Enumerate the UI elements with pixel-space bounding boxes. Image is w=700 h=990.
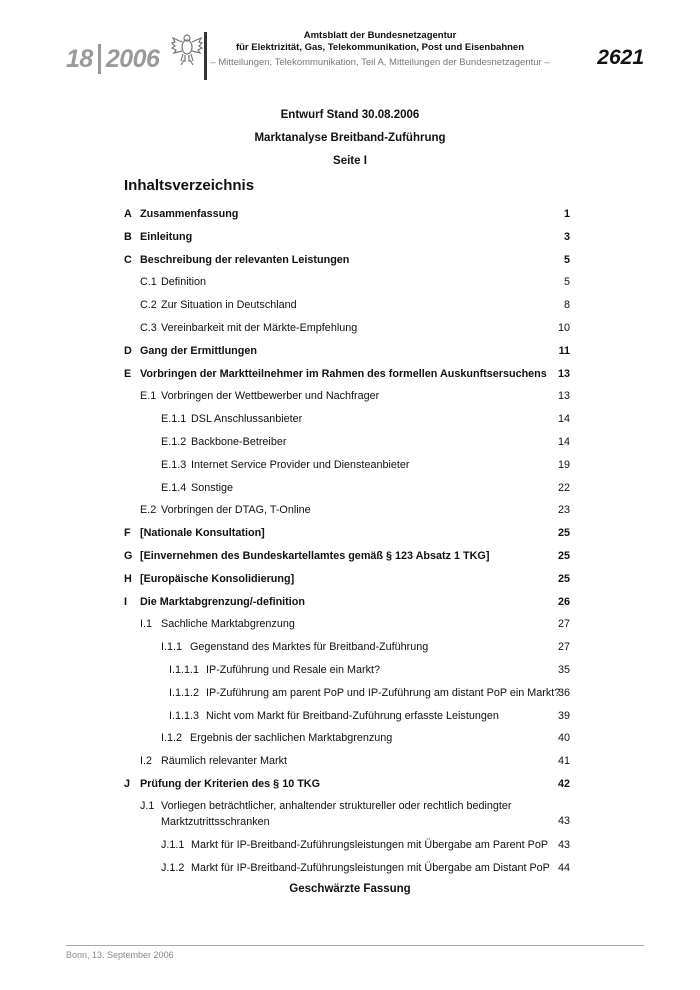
toc-label: H xyxy=(124,572,132,585)
toc-text: Zur Situation in Deutschland xyxy=(161,299,297,312)
toc-page: 5 xyxy=(563,276,570,289)
toc-entry[interactable] xyxy=(124,773,572,796)
toc-text: Markt für IP-Breitband-Zuführungsleistungen mit Übergabe am Distant PoP xyxy=(191,861,550,874)
toc-page: 27 xyxy=(557,618,570,631)
toc-entry[interactable] xyxy=(124,545,572,568)
toc-label: I.1.1.2 xyxy=(169,686,200,699)
toc-label: C.2 xyxy=(140,299,157,312)
document-heading xyxy=(0,104,700,173)
toc-text-continued: Marktzutrittsschranken xyxy=(161,815,270,828)
toc-page: 42 xyxy=(557,777,570,790)
toc-text: Vorliegen beträchtlicher, anhaltender struktureller oder rechtlich bedingter xyxy=(161,799,512,812)
toc-label: I xyxy=(124,595,127,608)
toc-label: C.1 xyxy=(140,276,157,289)
toc-title: Inhaltsverzeichnis xyxy=(124,177,255,194)
toc-text: Sachliche Marktabgrenzung xyxy=(161,618,295,631)
toc-text: [Einvernehmen des Bundeskartellamtes gemäß § 123 Absatz 1 TKG] xyxy=(140,549,490,562)
toc-entry[interactable] xyxy=(124,613,572,636)
toc-label: J.1 xyxy=(140,799,155,812)
toc-text: Prüfung der Kriterien des § 10 TKG xyxy=(140,777,320,790)
toc-text: Beschreibung der relevanten Leistungen xyxy=(140,253,350,266)
toc-label: E.1.3 xyxy=(161,458,187,471)
toc-label: G xyxy=(124,549,133,562)
toc-page: 10 xyxy=(557,321,570,334)
toc-text: Internet Service Provider und Diensteanbieter xyxy=(191,458,410,471)
toc-text: Markt für IP-Breitband-Zuführungsleistungen mit Übergabe am Parent PoP xyxy=(191,838,549,851)
toc-label: D xyxy=(124,344,132,357)
footer-date: Bonn, 13. September 2006 xyxy=(66,950,174,960)
document-title: Marktanalyse Breitband-Zuführung xyxy=(254,132,446,144)
toc-entry[interactable] xyxy=(124,294,572,317)
toc-entry[interactable] xyxy=(124,705,572,728)
toc-label: J xyxy=(124,777,131,790)
toc-entry[interactable] xyxy=(124,454,572,477)
toc-page: 41 xyxy=(557,755,570,768)
toc-label: B xyxy=(124,230,132,243)
toc-label: E.2 xyxy=(140,504,157,517)
toc-label: I.1.1.3 xyxy=(169,709,200,722)
toc-entry[interactable] xyxy=(124,340,572,363)
issue-no: 18 xyxy=(66,44,93,73)
toc-entry[interactable] xyxy=(124,727,572,750)
toc-text: Vereinbarkeit mit der Märkte-Empfehlung xyxy=(161,321,358,334)
toc-entry[interactable] xyxy=(124,431,572,454)
toc-text: [Europäische Konsolidierung] xyxy=(140,572,295,585)
gazette-title: Amtsblatt der Bundesnetzagentur xyxy=(303,30,457,41)
toc-entry[interactable] xyxy=(124,317,572,340)
toc-text: Ergebnis der sachlichen Marktabgrenzung xyxy=(190,732,393,745)
gazette-subtitle: für Elektrizität, Gas, Telekommunikation, Post und Eisenbahnen xyxy=(235,42,525,53)
toc-text: Definition xyxy=(161,276,207,289)
toc-page: 11 xyxy=(558,344,570,357)
toc-label: A xyxy=(124,208,132,220)
toc-label: I.1.2 xyxy=(161,732,183,745)
toc-text: [Nationale Konsultation] xyxy=(140,527,265,540)
toc-text: Vorbringen der DTAG, T-Online xyxy=(161,504,311,517)
toc-page: 43 xyxy=(557,838,570,851)
toc-entry[interactable] xyxy=(124,834,572,857)
toc-text: Einleitung xyxy=(140,230,193,243)
toc-page: 26 xyxy=(557,595,570,608)
toc-page: 39 xyxy=(557,709,570,722)
toc-label: I.1.1.1 xyxy=(169,663,200,676)
toc-text: Räumlich relevanter Markt xyxy=(161,755,288,768)
toc-text: Vorbringen der Marktteilnehmer im Rahmen des formellen Auskunftsersuchens xyxy=(140,367,547,380)
toc-page: 13 xyxy=(557,367,570,380)
toc-page: 27 xyxy=(557,641,570,654)
toc-entry[interactable] xyxy=(124,477,572,500)
draft-status: Entwurf Stand 30.08.2006 xyxy=(280,109,420,121)
header-divider xyxy=(204,32,207,80)
toc-page: 14 xyxy=(557,435,570,448)
toc-entry[interactable] xyxy=(124,682,572,705)
toc-label: F xyxy=(124,527,131,540)
toc-page: 13 xyxy=(557,390,570,403)
toc-label: J.1.1 xyxy=(161,838,185,851)
toc-entry[interactable] xyxy=(124,271,572,294)
page-number: 2621 xyxy=(597,46,644,69)
toc-entry[interactable] xyxy=(124,249,572,272)
issue-number xyxy=(66,44,159,74)
issue-divider xyxy=(98,44,101,74)
toc-entry[interactable] xyxy=(124,659,572,682)
toc-label: I.1.1 xyxy=(161,641,183,654)
toc-label: I.2 xyxy=(140,755,153,768)
toc-page: 25 xyxy=(557,572,570,585)
toc-text: Zusammenfassung xyxy=(140,208,239,220)
toc-page: 19 xyxy=(557,458,570,471)
toc-text: Sonstige xyxy=(191,481,234,494)
toc-text: Vorbringen der Wettbewerber und Nachfrager xyxy=(161,390,380,403)
toc-entry[interactable] xyxy=(124,591,572,614)
toc-entry[interactable] xyxy=(124,796,572,834)
toc-page: 35 xyxy=(557,663,570,676)
toc-text: IP-Zuführung am parent PoP und IP-Zuführung am distant PoP ein Markt? xyxy=(206,686,561,699)
toc-page: 8 xyxy=(563,299,570,312)
toc-page: 36 xyxy=(557,686,570,699)
toc-text: Backbone-Betreiber xyxy=(191,435,287,448)
toc-text: Gegenstand des Marktes für Breitband-Zuführung xyxy=(190,641,429,654)
toc-page: 40 xyxy=(557,732,570,745)
redacted-version-label: Geschwärzte Fassung xyxy=(289,883,411,895)
toc-page: 14 xyxy=(557,413,570,426)
federal-eagle-icon xyxy=(170,30,204,70)
toc-page: 5 xyxy=(563,253,570,266)
toc-entry[interactable] xyxy=(124,363,572,386)
toc-entry[interactable] xyxy=(124,568,572,591)
toc-page: 23 xyxy=(557,504,570,517)
toc-page: 25 xyxy=(557,549,570,562)
toc-entry[interactable] xyxy=(124,408,572,431)
toc-entry[interactable] xyxy=(124,385,572,408)
footer-divider xyxy=(66,945,644,946)
toc-label: I.1 xyxy=(140,618,153,631)
toc-entry[interactable] xyxy=(124,499,572,522)
toc-page: 22 xyxy=(557,481,570,494)
toc-text: IP-Zuführung und Resale ein Markt? xyxy=(206,663,381,676)
toc-entry[interactable] xyxy=(124,750,572,773)
table-of-contents xyxy=(124,203,572,879)
gazette-section: – Mitteilungen, Telekommunikation, Teil A, Mitteilungen der Bundesnetzagentur – xyxy=(210,57,550,68)
toc-page: 3 xyxy=(563,230,570,243)
toc-label: E.1.4 xyxy=(161,481,187,494)
toc-text: Die Marktabgrenzung/-definition xyxy=(140,595,305,608)
toc-entry[interactable] xyxy=(124,522,572,545)
toc-label: E.1 xyxy=(140,390,157,403)
toc-entry[interactable] xyxy=(124,636,572,659)
gazette-header xyxy=(210,30,550,72)
toc-page: 43 xyxy=(557,814,570,827)
issue-year: 2006 xyxy=(105,44,160,73)
toc-text: Nicht vom Markt für Breitband-Zuführung erfasste Leistungen xyxy=(206,709,499,722)
toc-page: 44 xyxy=(557,861,570,874)
toc-label: C xyxy=(124,253,132,266)
document-page: Seite I xyxy=(333,155,367,167)
toc-label: E.1.1 xyxy=(161,413,187,426)
toc-page: 1 xyxy=(563,208,570,220)
toc-label: E xyxy=(124,367,132,380)
toc-entry[interactable] xyxy=(124,857,572,880)
toc-text: Gang der Ermittlungen xyxy=(140,344,257,357)
toc-label: J.1.2 xyxy=(161,861,185,874)
toc-label: E.1.2 xyxy=(161,435,187,448)
toc-label: C.3 xyxy=(140,321,157,334)
toc-text: DSL Anschlussanbieter xyxy=(191,413,303,426)
toc-entry[interactable] xyxy=(124,203,572,226)
toc-entry[interactable] xyxy=(124,226,572,249)
toc-page: 25 xyxy=(557,527,570,540)
